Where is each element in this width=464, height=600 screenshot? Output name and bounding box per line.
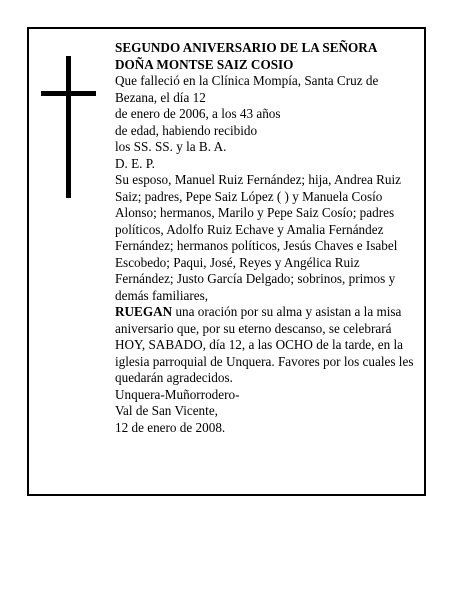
death-place: Que falleció en la Clínica Mompía, Santa Cruz de Bezana, el día 12 <box>115 73 379 105</box>
age-line: de edad, habiendo recibido <box>115 122 258 138</box>
place-line-2: Val de San Vicente, <box>115 403 218 418</box>
request-text: una oración por su alma y asistan a la misa aniversario que, por su eterno descanso, se celebrará HOY, SABADO, día 12, a las OCHO de la tarde, en la iglesia parroquial de Unquera. Favores por los cuales les quedarán agradecidos. <box>115 304 414 385</box>
signing-date: 12 de enero de 2008. <box>115 419 226 435</box>
notice-title-line-2: DOÑA MONTSE SAIZ COSIO <box>115 56 294 72</box>
obituary-notice <box>27 27 426 496</box>
cross-vertical-bar <box>66 56 71 198</box>
place-line-1: Unquera-Muñorrodero- <box>115 386 240 402</box>
request-paragraph <box>115 304 419 387</box>
sacraments-line: los SS. SS. y la B. A. <box>115 139 227 154</box>
rip-line: D. E. P. <box>115 155 155 171</box>
request-keyword: RUEGAN <box>115 304 173 319</box>
notice-text <box>115 40 419 436</box>
cross-horizontal-bar <box>41 91 96 96</box>
death-date: de enero de 2006, a los 43 años <box>115 106 281 121</box>
cross-icon <box>41 56 96 198</box>
notice-title-line-1: SEGUNDO ANIVERSARIO DE LA SEÑORA <box>115 40 378 55</box>
family-list: Su esposo, Manuel Ruiz Fernández; hija, Andrea Ruiz Saiz; padres, Pepe Saiz López ( ) y Manuela Cosío Alonso; hermanos, Marilo y Pepe Saiz Cosío; padres políticos, Adolfo Ruiz Echave y Amalia Fernández Fernández; hermanos políticos, Jesús Chaves e Isabel Escobedo; Paqui, José, Reyes y Angélica Ruiz Fernández; Justo García Delgado; sobrinos, primos y demás familiares, <box>115 172 402 303</box>
